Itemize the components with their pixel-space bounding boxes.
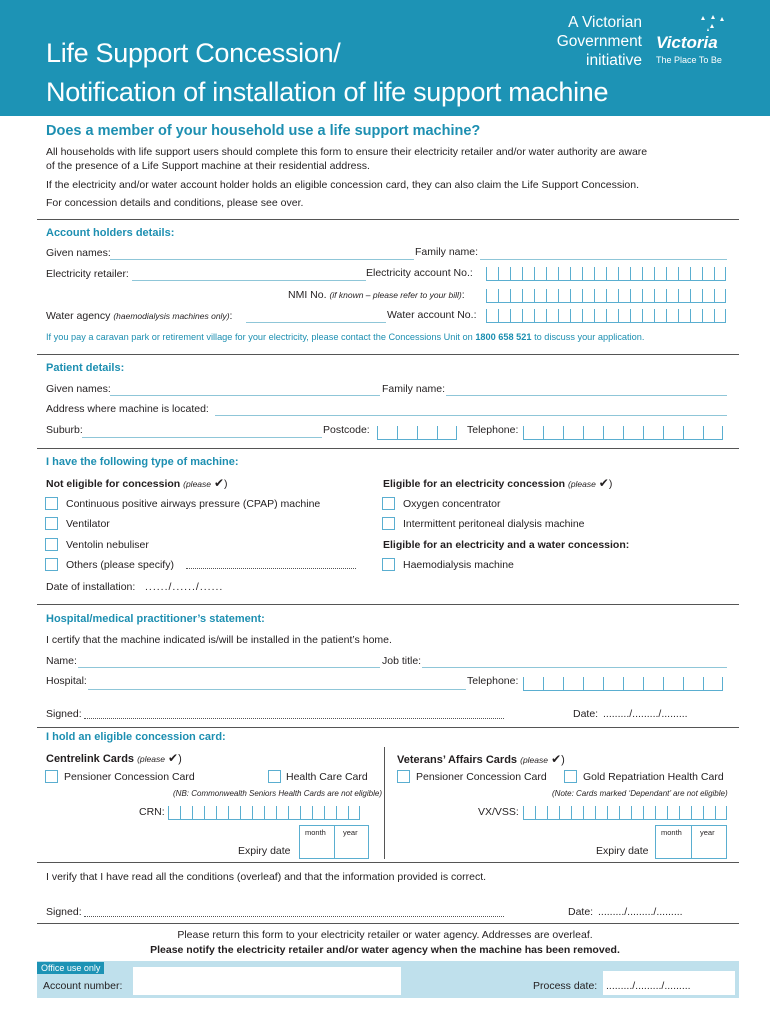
caravan-note (46, 332, 644, 342)
victoria-logo: Victoria (656, 33, 718, 52)
applicant-signed-label: Signed: (46, 906, 82, 918)
account-number-label: Account number: (43, 980, 123, 992)
gov-line2: Government (556, 33, 642, 50)
process-date-label: Process date: (533, 980, 598, 992)
divider (37, 923, 739, 924)
divider (37, 448, 739, 449)
health-care-label: Health Care Card (286, 771, 368, 783)
oxygen-checkbox[interactable] (382, 497, 395, 510)
water-agency-text: Water agency (46, 310, 111, 322)
expiry-month-label: month (305, 828, 326, 837)
job-title-label: Job title: (382, 655, 422, 667)
crn-boxes[interactable] (168, 806, 360, 820)
caravan-note-post: to discuss your application. (534, 332, 645, 342)
centrelink-pension-checkbox[interactable] (45, 770, 58, 783)
postcode-boxes[interactable] (377, 426, 457, 440)
form-title-line2: Notification of installation of life support machine (46, 77, 609, 107)
cpap-label: Continuous positive airways pressure (CPAP) machine (66, 498, 321, 510)
not-eligible-heading (46, 476, 228, 490)
suburb-label: Suburb: (46, 424, 83, 436)
please-note: (please (137, 754, 165, 764)
intro-para1-line2: of the presence of a Life Support machine at their residential address. (46, 160, 370, 172)
veterans-text: Veterans’ Affairs Cards (397, 754, 518, 766)
intro-para2: If the electricity and/or water account holder holds an eligible concession card, they can also claim the Life Support Concession. (46, 179, 639, 191)
return-instruction: Please return this form to your electricity retailer or water agency. Addresses are overleaf. (177, 929, 593, 941)
nmi-note: (if known – please refer to your bill) (329, 290, 462, 300)
certify-statement: I certify that the machine indicated is/will be installed in the patient’s home. (46, 634, 392, 646)
verify-statement: I verify that I have read all the conditions (overleaf) and that the information provided is correct. (46, 871, 487, 883)
machine-section-title: I have the following type of machine: (46, 456, 239, 468)
centrelink-text: Centrelink Cards (46, 753, 135, 765)
divider (37, 354, 739, 355)
peritoneal-label: Intermittent peritoneal dialysis machine (403, 518, 585, 530)
intro-para3: For concession details and conditions, please see over. (46, 197, 304, 209)
please-note: (please (567, 479, 596, 489)
please-note: (please (520, 755, 548, 765)
ventolin-checkbox[interactable] (45, 538, 58, 551)
account-number-field[interactable] (133, 967, 401, 995)
tick-icon: ✔ (168, 751, 179, 765)
ventolin-label: Ventolin nebuliser (66, 539, 149, 551)
process-date-mask: ........./........./......... (606, 980, 691, 992)
practitioner-signature-field[interactable] (84, 718, 504, 719)
form-title-line1: Life Support Concession/ (46, 38, 341, 68)
column-divider (384, 747, 385, 859)
divider (37, 604, 739, 605)
water-agency-note: (haemodialysis machines only) (113, 311, 230, 321)
gov-line3: initiative (586, 52, 642, 69)
veterans-heading (397, 752, 565, 766)
centrelink-pension-label: Pensioner Concession Card (64, 771, 195, 783)
va-expiry-label: Expiry date (596, 845, 649, 857)
va-pension-checkbox[interactable] (397, 770, 410, 783)
applicant-date-label: Date: (568, 906, 594, 918)
hospital-section-title: Hospital/medical practitioner’s statement: (46, 613, 265, 625)
others-label: Others (please specify) (66, 559, 174, 571)
practitioner-date-label: Date: (573, 708, 599, 720)
intro-heading: Does a member of your household use a life support machine? (46, 123, 481, 139)
caravan-note-pre: If you pay a caravan park or retirement village for your electricity, please contact the Concessions Unit on (46, 332, 473, 342)
installation-date-field[interactable]: ....../....../...... (145, 581, 224, 593)
close-paren: ) (561, 754, 565, 766)
hospital-telephone-boxes[interactable] (523, 677, 723, 691)
patient-given-names-field[interactable] (110, 395, 380, 396)
address-label: Address where machine is located: (46, 403, 209, 415)
close-paren: ) (178, 753, 182, 765)
office-use-tag: Office use only (37, 962, 104, 974)
water-agency-suffix: : (229, 310, 233, 322)
postcode-label: Postcode: (323, 424, 370, 436)
account-family-name-label: Family name: (415, 246, 479, 258)
oxygen-label: Oxygen concentrator (403, 498, 501, 510)
electricity-retailer-field[interactable] (132, 280, 366, 281)
patient-telephone-boxes[interactable] (523, 426, 723, 440)
tick-icon: ✔ (551, 752, 562, 766)
eligible-electricity-text: Eligible for an electricity concession (383, 478, 566, 490)
va-note: (Note: Cards marked ‘Dependant’ are not eligible) (552, 789, 728, 798)
practitioner-name-label: Name: (46, 655, 77, 667)
patient-telephone-label: Telephone: (467, 424, 519, 436)
hospital-field[interactable] (88, 689, 466, 690)
water-account-boxes[interactable] (486, 309, 726, 323)
installation-date-label: Date of installation: (46, 581, 136, 593)
account-family-name-field[interactable] (480, 259, 727, 260)
patient-family-name-field[interactable] (446, 395, 727, 396)
divider (37, 862, 739, 863)
water-agency-field[interactable] (246, 322, 386, 323)
ventilator-label: Ventilator (66, 518, 110, 530)
close-paren: ) (608, 478, 613, 490)
nmi-suffix: : (461, 289, 465, 301)
cpap-checkbox[interactable] (45, 497, 58, 510)
others-specify-field[interactable] (186, 568, 356, 569)
eligible-both-heading: Eligible for an electricity and a water concession: (383, 539, 630, 551)
close-paren: ) (224, 478, 228, 490)
electricity-retailer-label: Electricity retailer: (46, 268, 129, 280)
practitioner-date-field[interactable]: ........./........./......... (603, 708, 688, 720)
please-note: (please (183, 479, 212, 489)
applicant-signature-field[interactable] (84, 916, 504, 917)
removal-instruction: Please notify the electricity retailer and/or water agency when the machine has been removed. (150, 944, 620, 956)
account-given-names-field[interactable] (110, 259, 414, 260)
nmi-boxes[interactable] (486, 289, 726, 303)
practitioner-name-field[interactable] (78, 667, 380, 668)
patient-section-title: Patient details: (46, 362, 125, 374)
divider (37, 727, 739, 728)
nmi-prefix: NMI No. (288, 289, 327, 301)
gov-line1: A Victorian (568, 14, 642, 31)
concessions-unit-phone: 1800 658 521 (475, 332, 532, 342)
government-initiative (557, 13, 642, 70)
expiry-divider (334, 825, 335, 859)
others-checkbox[interactable] (45, 558, 58, 571)
vxvss-boxes[interactable] (523, 806, 727, 820)
centrelink-note: (NB: Commonwealth Seniors Health Cards are not eligible) (173, 789, 382, 798)
tick-icon: ✔ (598, 476, 609, 490)
hospital-label: Hospital: (46, 675, 87, 687)
southern-cross-logo-icon (700, 14, 726, 34)
concession-section-title: I hold an eligible concession card: (46, 731, 226, 743)
health-care-checkbox[interactable] (268, 770, 281, 783)
vxvss-label: VX/VSS: (478, 806, 519, 818)
intro-para1-line1: All households with life support users should complete this form to ensure their electricity retailer and/or water authority are aware (46, 146, 648, 158)
haemodialysis-label: Haemodialysis machine (403, 559, 514, 571)
divider (37, 219, 739, 220)
peritoneal-checkbox[interactable] (382, 517, 395, 530)
expiry-divider (691, 825, 692, 859)
crn-label: CRN: (139, 806, 165, 818)
nmi-label (288, 289, 465, 301)
gold-card-label: Gold Repatriation Health Card (583, 771, 724, 783)
hospital-telephone-label: Telephone: (467, 675, 519, 687)
not-eligible-text: Not eligible for concession (46, 478, 181, 490)
electricity-account-label: Electricity account No.: (366, 267, 473, 279)
ventilator-checkbox[interactable] (45, 517, 58, 530)
haemodialysis-checkbox[interactable] (382, 558, 395, 571)
water-agency-label (46, 310, 232, 322)
expiry-year-label: year (700, 828, 715, 837)
eligible-electricity-heading (383, 476, 612, 490)
water-account-label: Water account No.: (387, 309, 477, 321)
job-title-field[interactable] (422, 667, 727, 668)
suburb-field[interactable] (82, 437, 322, 438)
patient-family-name-label: Family name: (382, 383, 446, 395)
account-given-names-label: Given names: (46, 247, 111, 259)
address-field[interactable] (215, 415, 727, 416)
account-section-title: Account holders details: (46, 227, 175, 239)
expiry-month-label: month (661, 828, 682, 837)
va-pension-label: Pensioner Concession Card (416, 771, 547, 783)
expiry-year-label: year (343, 828, 358, 837)
centrelink-heading (46, 751, 182, 765)
victoria-logo-tagline: The Place To Be (656, 55, 722, 65)
applicant-date-field[interactable]: ........./........./......... (598, 906, 683, 918)
patient-given-names-label: Given names: (46, 383, 111, 395)
centrelink-expiry-label: Expiry date (238, 845, 291, 857)
electricity-account-boxes[interactable] (486, 267, 726, 281)
practitioner-signed-label: Signed: (46, 708, 82, 720)
tick-icon: ✔ (213, 476, 224, 490)
gold-card-checkbox[interactable] (564, 770, 577, 783)
